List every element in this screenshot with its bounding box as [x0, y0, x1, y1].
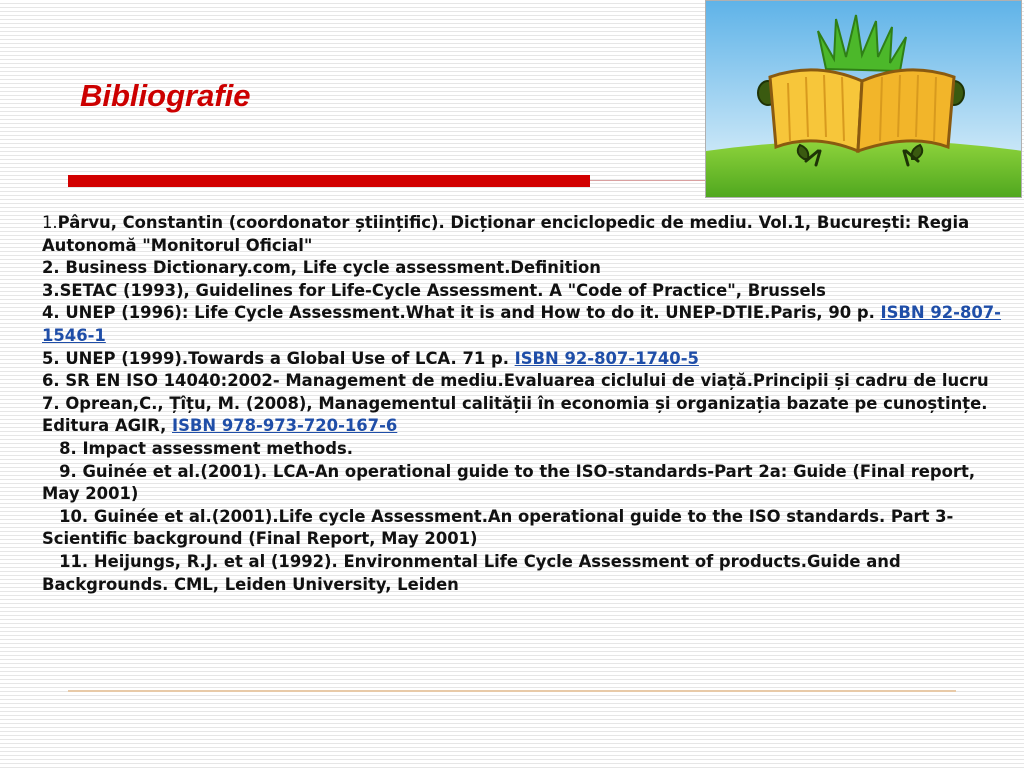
list-item — [42, 438, 1007, 461]
reference-list — [42, 212, 1007, 596]
list-item — [42, 370, 1007, 393]
list-item-text: Pârvu, Constantin (coordonator științific). Dicționar enciclopedic de mediu. Vol.1, București: Regia Autonomă "Monitorul Oficial" — [42, 213, 970, 255]
isbn-link[interactable]: ISBN 92-807-1740-5 — [514, 348, 699, 368]
isbn-link[interactable]: ISBN 92-807-1546-1 — [42, 303, 1001, 345]
list-item — [42, 461, 1007, 506]
list-item-text: 6. SR EN ISO 14040:2002- Management de mediu.Evaluarea ciclului de viață.Principii și cadru de lucru — [42, 371, 989, 391]
list-item-text: 10. Guinée et al.(2001).Life cycle Assessment.An operational guide to the ISO standards. Part 3-Scientific background (Final Report, May 2001) — [42, 506, 954, 549]
slide-title: Bibliografie — [80, 78, 251, 113]
list-item-text: 7. Oprean,C., Țîțu, M. (2008), Managementul calității în economia și organizația bazate pe cunoștințe. Editura AGIR, — [42, 393, 988, 436]
list-item-number: 1. — [42, 213, 58, 232]
list-item-text: 3.SETAC (1993), Guidelines for Life-Cycle Assessment. A "Code of Practice", Brussels — [42, 280, 826, 300]
list-item — [42, 212, 1007, 257]
title-underline-thin — [590, 180, 710, 181]
list-item-text: 5. UNEP (1999).Towards a Global Use of LCA. 71 p. — [42, 348, 515, 368]
list-item — [42, 302, 1007, 347]
list-item — [42, 257, 1007, 280]
title-underline-bar — [68, 175, 590, 187]
list-item — [42, 280, 1007, 303]
book-reading-icon — [705, 0, 1022, 198]
list-item — [42, 506, 1007, 551]
footer-divider — [68, 690, 956, 692]
list-item-text: 4. UNEP (1996): Life Cycle Assessment.What it is and How to do it. UNEP-DTIE.Paris, 90 p. — [42, 303, 881, 323]
list-item — [42, 551, 1007, 596]
list-item — [42, 393, 1007, 438]
list-item-text: 2. Business Dictionary.com, Life cycle assessment.Definition — [42, 258, 601, 278]
isbn-link[interactable]: ISBN 978-973-720-167-6 — [172, 416, 398, 436]
list-item-text: 11. Heijungs, R.J. et al (1992). Environmental Life Cycle Assessment of products.Guide and Backgrounds. CML, Leiden University, Leiden — [42, 551, 901, 594]
list-item — [42, 348, 1007, 371]
list-item-text: 9. Guinée et al.(2001). LCA-An operational guide to the ISO-standards-Part 2a: Guide (Final report, May 2001) — [42, 461, 976, 504]
list-item-text: 8. Impact assessment methods. — [59, 438, 353, 458]
